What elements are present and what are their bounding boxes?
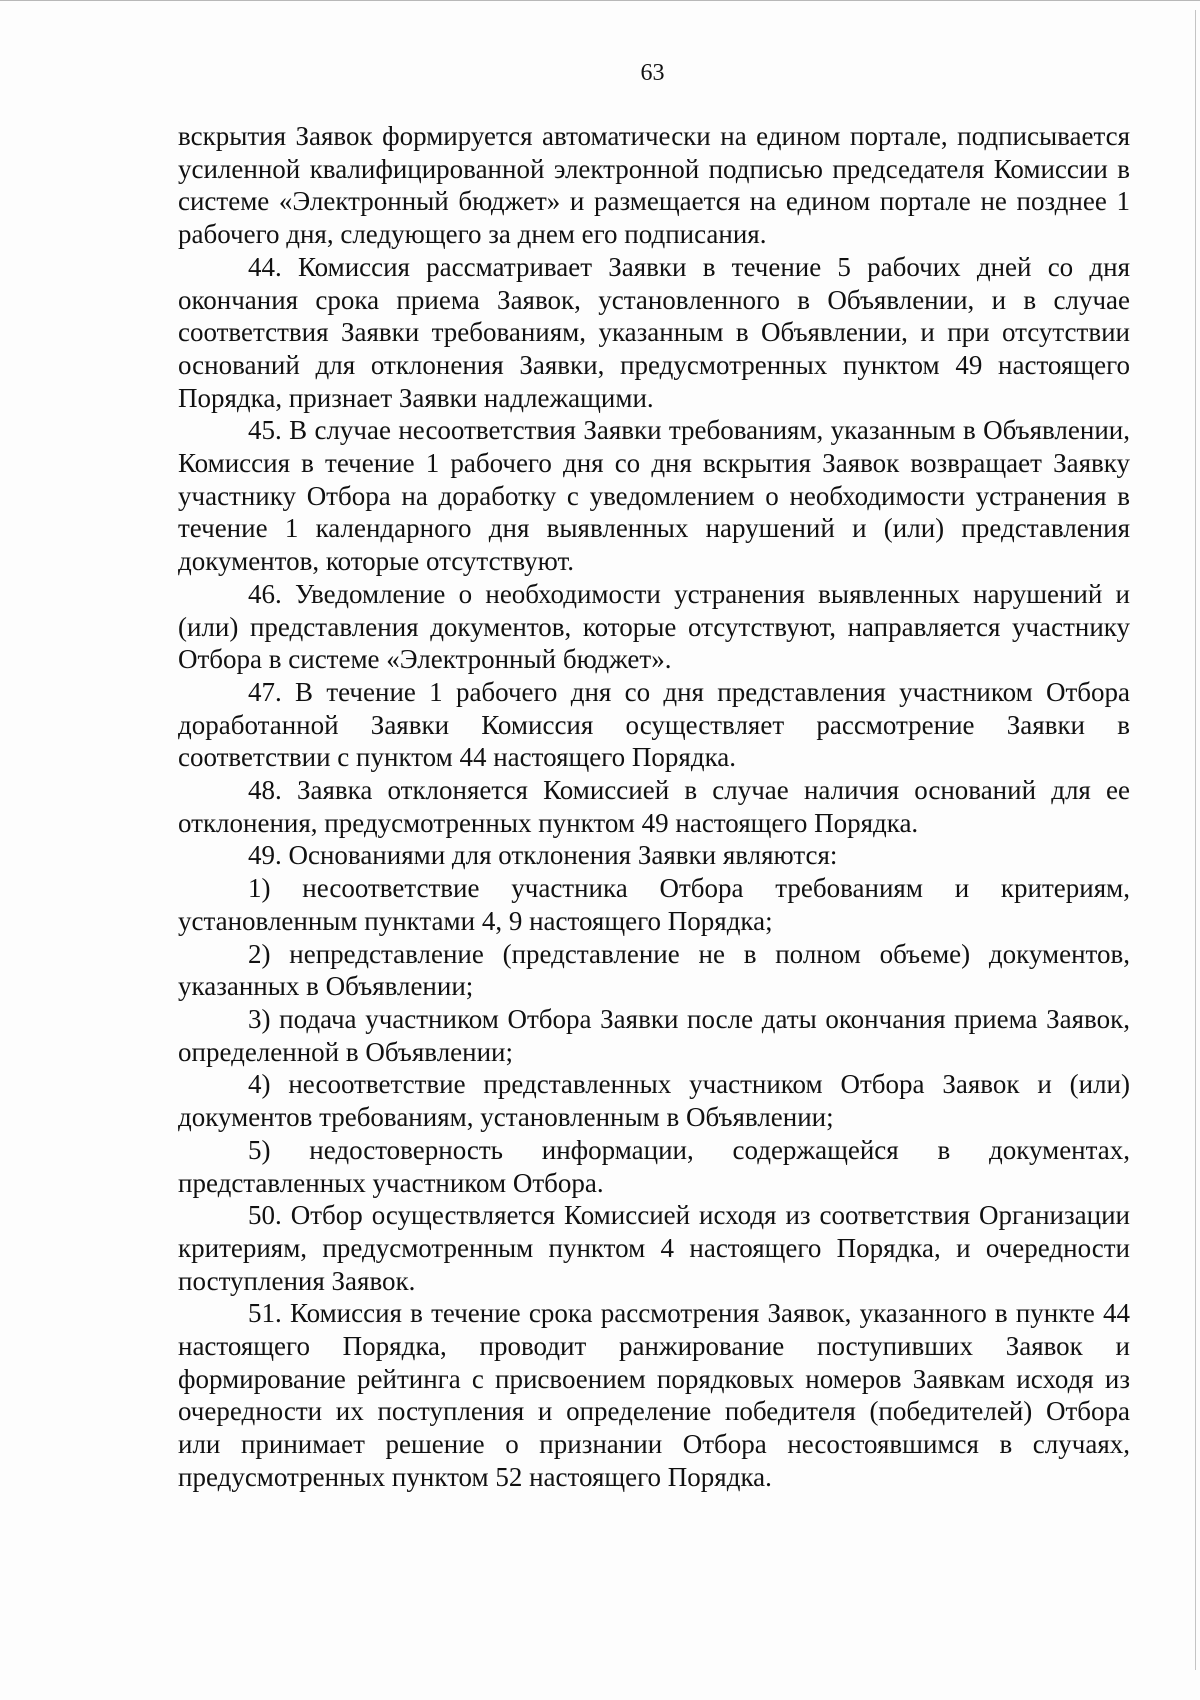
paragraph-45: 45. В случае несоответствия Заявки требованиям, указанным в Объявлении, Комиссия в течение 1 рабочего дня со дня вскрытия Заявок возвращает Заявку участнику Отбора на доработку с уведомлением о необходимости устранения в течение 1 календарного дня выявленных нарушений и (или) представления документов, которые отсутствуют.: [178, 415, 1130, 577]
paragraph-50: 50. Отбор осуществляется Комиссией исходя из соответствия Организации критериям, предусмотренным пунктом 4 настоящего Порядка, и очередности поступления Заявок.: [178, 1200, 1130, 1296]
list-item-49-4: 4) несоответствие представленных участником Отбора Заявок и (или) документов требованиям, установленным в Объявлении;: [178, 1069, 1130, 1133]
page-number: 63: [640, 60, 665, 86]
paragraph-44: 44. Комиссия рассматривает Заявки в течение 5 рабочих дней со дня окончания срока приема Заявок, установленного в Объявлении, и в случае соответствия Заявки требованиям, указанным в Объявлении, и при отсутствии оснований для отклонения Заявки, предусмотренных пунктом 49 настоящего Порядка, признает Заявки надлежащими.: [178, 251, 1130, 413]
paragraph-continuation: вскрытия Заявок формируется автоматически на едином портале, подписывается усиленной квалифицированной электронной подписью председателя Комиссии в системе «Электронный бюджет» и размещается на едином портале не позднее 1 рабочего дня, следующего за днем его подписания.: [178, 121, 1130, 250]
list-item-49-2: 2) непредставление (представление не в полном объеме) документов, указанных в Объявлении;: [178, 938, 1130, 1002]
paragraph-51: 51. Комиссия в течение срока рассмотрения Заявок, указанного в пункте 44 настоящего Порядка, проводит ранжирование поступивших Заявок и формирование рейтинга с присвоением порядковых номеров Заявкам исходя из очередности их поступления и определение победителя (победителей) Отбора или принимает решение о признании Отбора несостоявшимся в случаях, предусмотренных пунктом 52 настоящего Порядка.: [178, 1298, 1130, 1492]
paragraph-46: 46. Уведомление о необходимости устранения выявленных нарушений и (или) представления документов, которые отсутствуют, направляется участнику Отбора в системе «Электронный бюджет».: [178, 578, 1130, 675]
document-body: [178, 120, 1130, 1494]
paragraph-47: 47. В течение 1 рабочего дня со дня представления участником Отбора доработанной Заявки Комиссия осуществляет рассмотрение Заявки в соответствии с пунктом 44 настоящего Порядка.: [178, 676, 1130, 773]
list-item-49-3: 3) подача участником Отбора Заявки после даты окончания приема Заявок, определенной в Объявлении;: [178, 1003, 1130, 1067]
list-item-49-1: 1) несоответствие участника Отбора требованиям и критериям, установленным пунктами 4, 9 настоящего Порядка;: [178, 873, 1130, 936]
scan-edge-right: [1195, 10, 1196, 1670]
list-item-49-5: 5) недостоверность информации, содержащейся в документах, представленных участником Отбора.: [178, 1134, 1130, 1198]
scan-edge-top: [0, 0, 1200, 7]
paragraph-48: 48. Заявка отклоняется Комиссией в случае наличия оснований для ее отклонения, предусмотренных пунктом 49 настоящего Порядка.: [178, 775, 1130, 838]
paragraph-49: 49. Основаниями для отклонения Заявки являются:: [248, 840, 838, 871]
